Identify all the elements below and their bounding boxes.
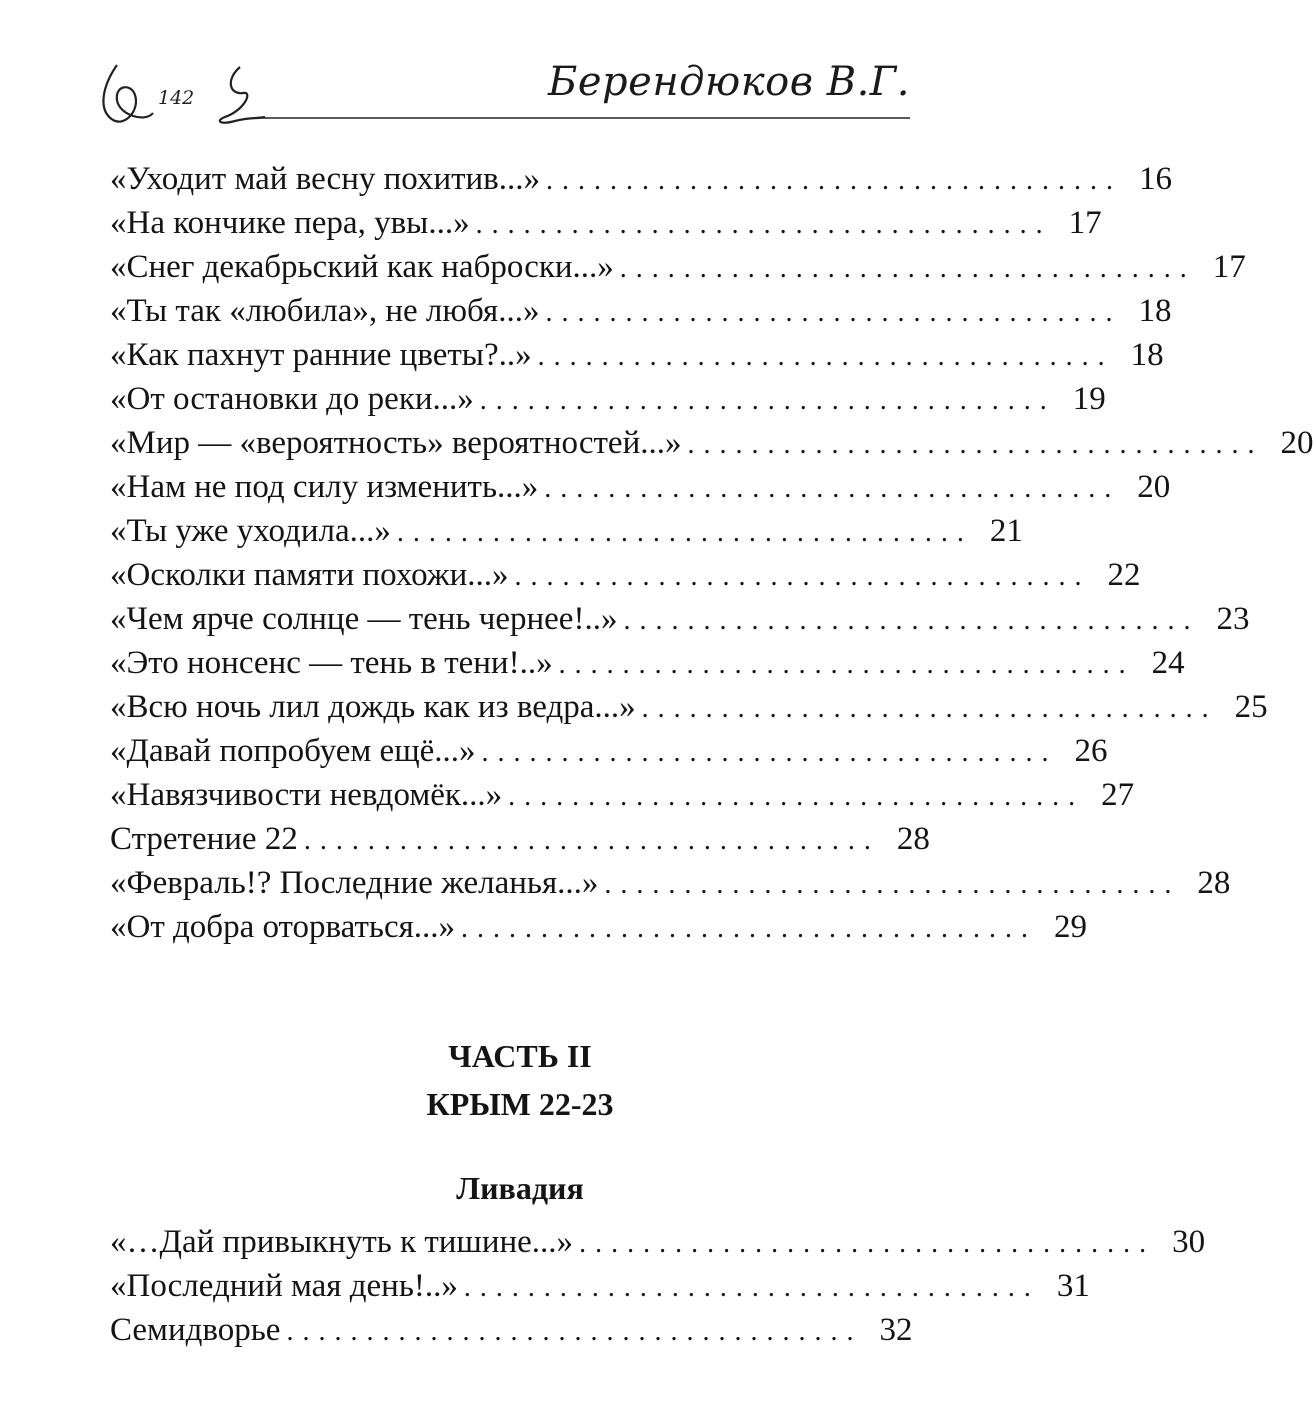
toc-leader-dots: .................................... <box>623 605 1200 636</box>
toc-entry-page: 20 <box>1280 425 1313 461</box>
toc-entry[interactable] <box>110 641 1185 685</box>
toc-entry[interactable] <box>110 597 1250 641</box>
toc-entry-title: «Снег декабрьский как наброски...» <box>110 249 614 285</box>
toc-entry-page: 28 <box>1197 865 1231 901</box>
toc-entry[interactable] <box>110 1308 912 1352</box>
toc-entry-title: «Последний мая день!..» <box>110 1268 458 1304</box>
toc-entry-title: «Это нонсенс — тень в тени!..» <box>110 645 553 681</box>
toc-leader-dots: .................................... <box>303 825 880 856</box>
toc-leader-dots: .................................... <box>508 781 1085 812</box>
toc-entry-title: «От остановки до реки...» <box>110 381 474 417</box>
toc-entry[interactable] <box>110 773 1135 817</box>
toc-list-part1 <box>110 157 1313 949</box>
toc-entry[interactable] <box>110 289 1172 333</box>
toc-entry-page: 19 <box>1072 381 1106 417</box>
toc-leader-dots: .................................... <box>604 869 1181 900</box>
section-title: Ливадия <box>456 1170 584 1206</box>
toc-entry[interactable] <box>110 465 1171 509</box>
toc-entry-page: 21 <box>989 513 1023 549</box>
author-name: Берендюков В.Г. <box>547 59 910 105</box>
toc-leader-dots: .................................... <box>619 253 1196 284</box>
toc-entry-page: 32 <box>879 1312 913 1348</box>
toc-entry[interactable] <box>110 201 1102 245</box>
toc-entry-page: 17 <box>1068 205 1102 241</box>
toc-entry-title: «Чем ярче солнце — тень чернее!..» <box>110 601 618 637</box>
toc-entry-page: 22 <box>1107 557 1141 593</box>
toc-leader-dots: .................................... <box>545 297 1122 328</box>
toc-entry-title: Стретение 22 <box>110 821 298 857</box>
toc-entry-title: «Как пахнут ранние цветы?..» <box>110 337 532 373</box>
toc-leader-dots: .................................... <box>544 473 1121 504</box>
toc-leader-dots: .................................... <box>514 561 1091 592</box>
toc-entry[interactable] <box>110 1220 1206 1264</box>
toc-leader-dots: .................................... <box>579 1228 1156 1259</box>
toc-entry[interactable] <box>110 333 1164 377</box>
toc-entry-page: 30 <box>1172 1224 1206 1260</box>
toc-entry-page: 31 <box>1056 1268 1090 1304</box>
toc-entry-page: 18 <box>1130 337 1164 373</box>
toc-entry-page: 23 <box>1216 601 1250 637</box>
toc-leader-dots: .................................... <box>463 1272 1040 1303</box>
toc-entry-page: 20 <box>1137 469 1171 505</box>
toc-entry-page: 18 <box>1138 293 1172 329</box>
toc-leader-dots: .................................... <box>479 385 1056 416</box>
page-number: 142 <box>158 87 195 109</box>
toc-entry[interactable] <box>110 377 1106 421</box>
toc-entry-title: «Ты так «любила», не любя...» <box>110 293 540 329</box>
toc-leader-dots: .................................... <box>537 341 1114 372</box>
toc-entry[interactable] <box>110 421 1313 465</box>
toc-entry-title: Семидворье <box>110 1312 281 1348</box>
toc-entry[interactable] <box>110 817 930 861</box>
toc-entry[interactable] <box>110 553 1141 597</box>
toc-entry[interactable] <box>110 685 1268 729</box>
toc-leader-dots: .................................... <box>396 517 973 548</box>
header-right-flourish <box>220 67 265 123</box>
toc-entry-page: 29 <box>1054 909 1088 945</box>
toc-leader-dots: .................................... <box>546 165 1123 196</box>
toc-leader-dots: .................................... <box>461 913 1038 944</box>
toc-entry-page: 25 <box>1234 689 1268 725</box>
toc-entry-title: «На кончике пера, увы...» <box>110 205 470 241</box>
toc-entry[interactable] <box>110 1264 1090 1308</box>
toc-entry-title: «Мир — «вероятность» вероятностей...» <box>110 425 682 461</box>
toc-entry-page: 28 <box>896 821 930 857</box>
toc-entry[interactable] <box>110 157 1173 201</box>
toc-entry-title: «От добра оторваться...» <box>110 909 456 945</box>
toc-entry-title: «Осколки памяти похожи...» <box>110 557 509 593</box>
toc-entry-title: «Давай попробуем ещё...» <box>110 733 476 769</box>
toc-leader-dots: .................................... <box>558 649 1135 680</box>
toc-entry[interactable] <box>110 245 1246 289</box>
toc-entry-title: «Ты уже уходила...» <box>110 513 391 549</box>
toc-leader-dots: .................................... <box>475 209 1052 240</box>
toc-entry-title: «Уходит май весну похитив...» <box>110 161 541 197</box>
toc-entry-title: «Навязчивости невдомёк...» <box>110 777 503 813</box>
toc-entry[interactable] <box>110 729 1108 773</box>
header-left-flourish <box>103 65 153 122</box>
toc-entry-title: «…Дай привыкнуть к тишине...» <box>110 1224 574 1260</box>
part-label: ЧАСТЬ II <box>448 1038 592 1074</box>
toc-leader-dots: .................................... <box>481 737 1058 768</box>
toc-entry-title: «Нам не под силу изменить...» <box>110 469 539 505</box>
toc-entry-page: 17 <box>1212 249 1246 285</box>
toc-entry-page: 16 <box>1139 161 1173 197</box>
toc-entry[interactable] <box>110 905 1088 949</box>
toc-entry[interactable] <box>110 861 1231 905</box>
toc-entry-page: 27 <box>1101 777 1135 813</box>
running-header <box>95 55 910 125</box>
toc-leader-dots: .................................... <box>286 1316 863 1347</box>
toc-entry-page: 24 <box>1151 645 1185 681</box>
toc-entry-title: «Февраль!? Последние желанья...» <box>110 865 599 901</box>
toc-leader-dots: .................................... <box>641 693 1218 724</box>
toc-list-part2 <box>110 1220 1206 1352</box>
toc-leader-dots: .................................... <box>687 429 1264 460</box>
toc-entry-page: 26 <box>1074 733 1108 769</box>
toc-entry-title: «Всю ночь лил дождь как из ведра...» <box>110 689 636 725</box>
part-title: КРЫМ 22-23 <box>426 1086 614 1122</box>
toc-entry[interactable] <box>110 509 1023 553</box>
